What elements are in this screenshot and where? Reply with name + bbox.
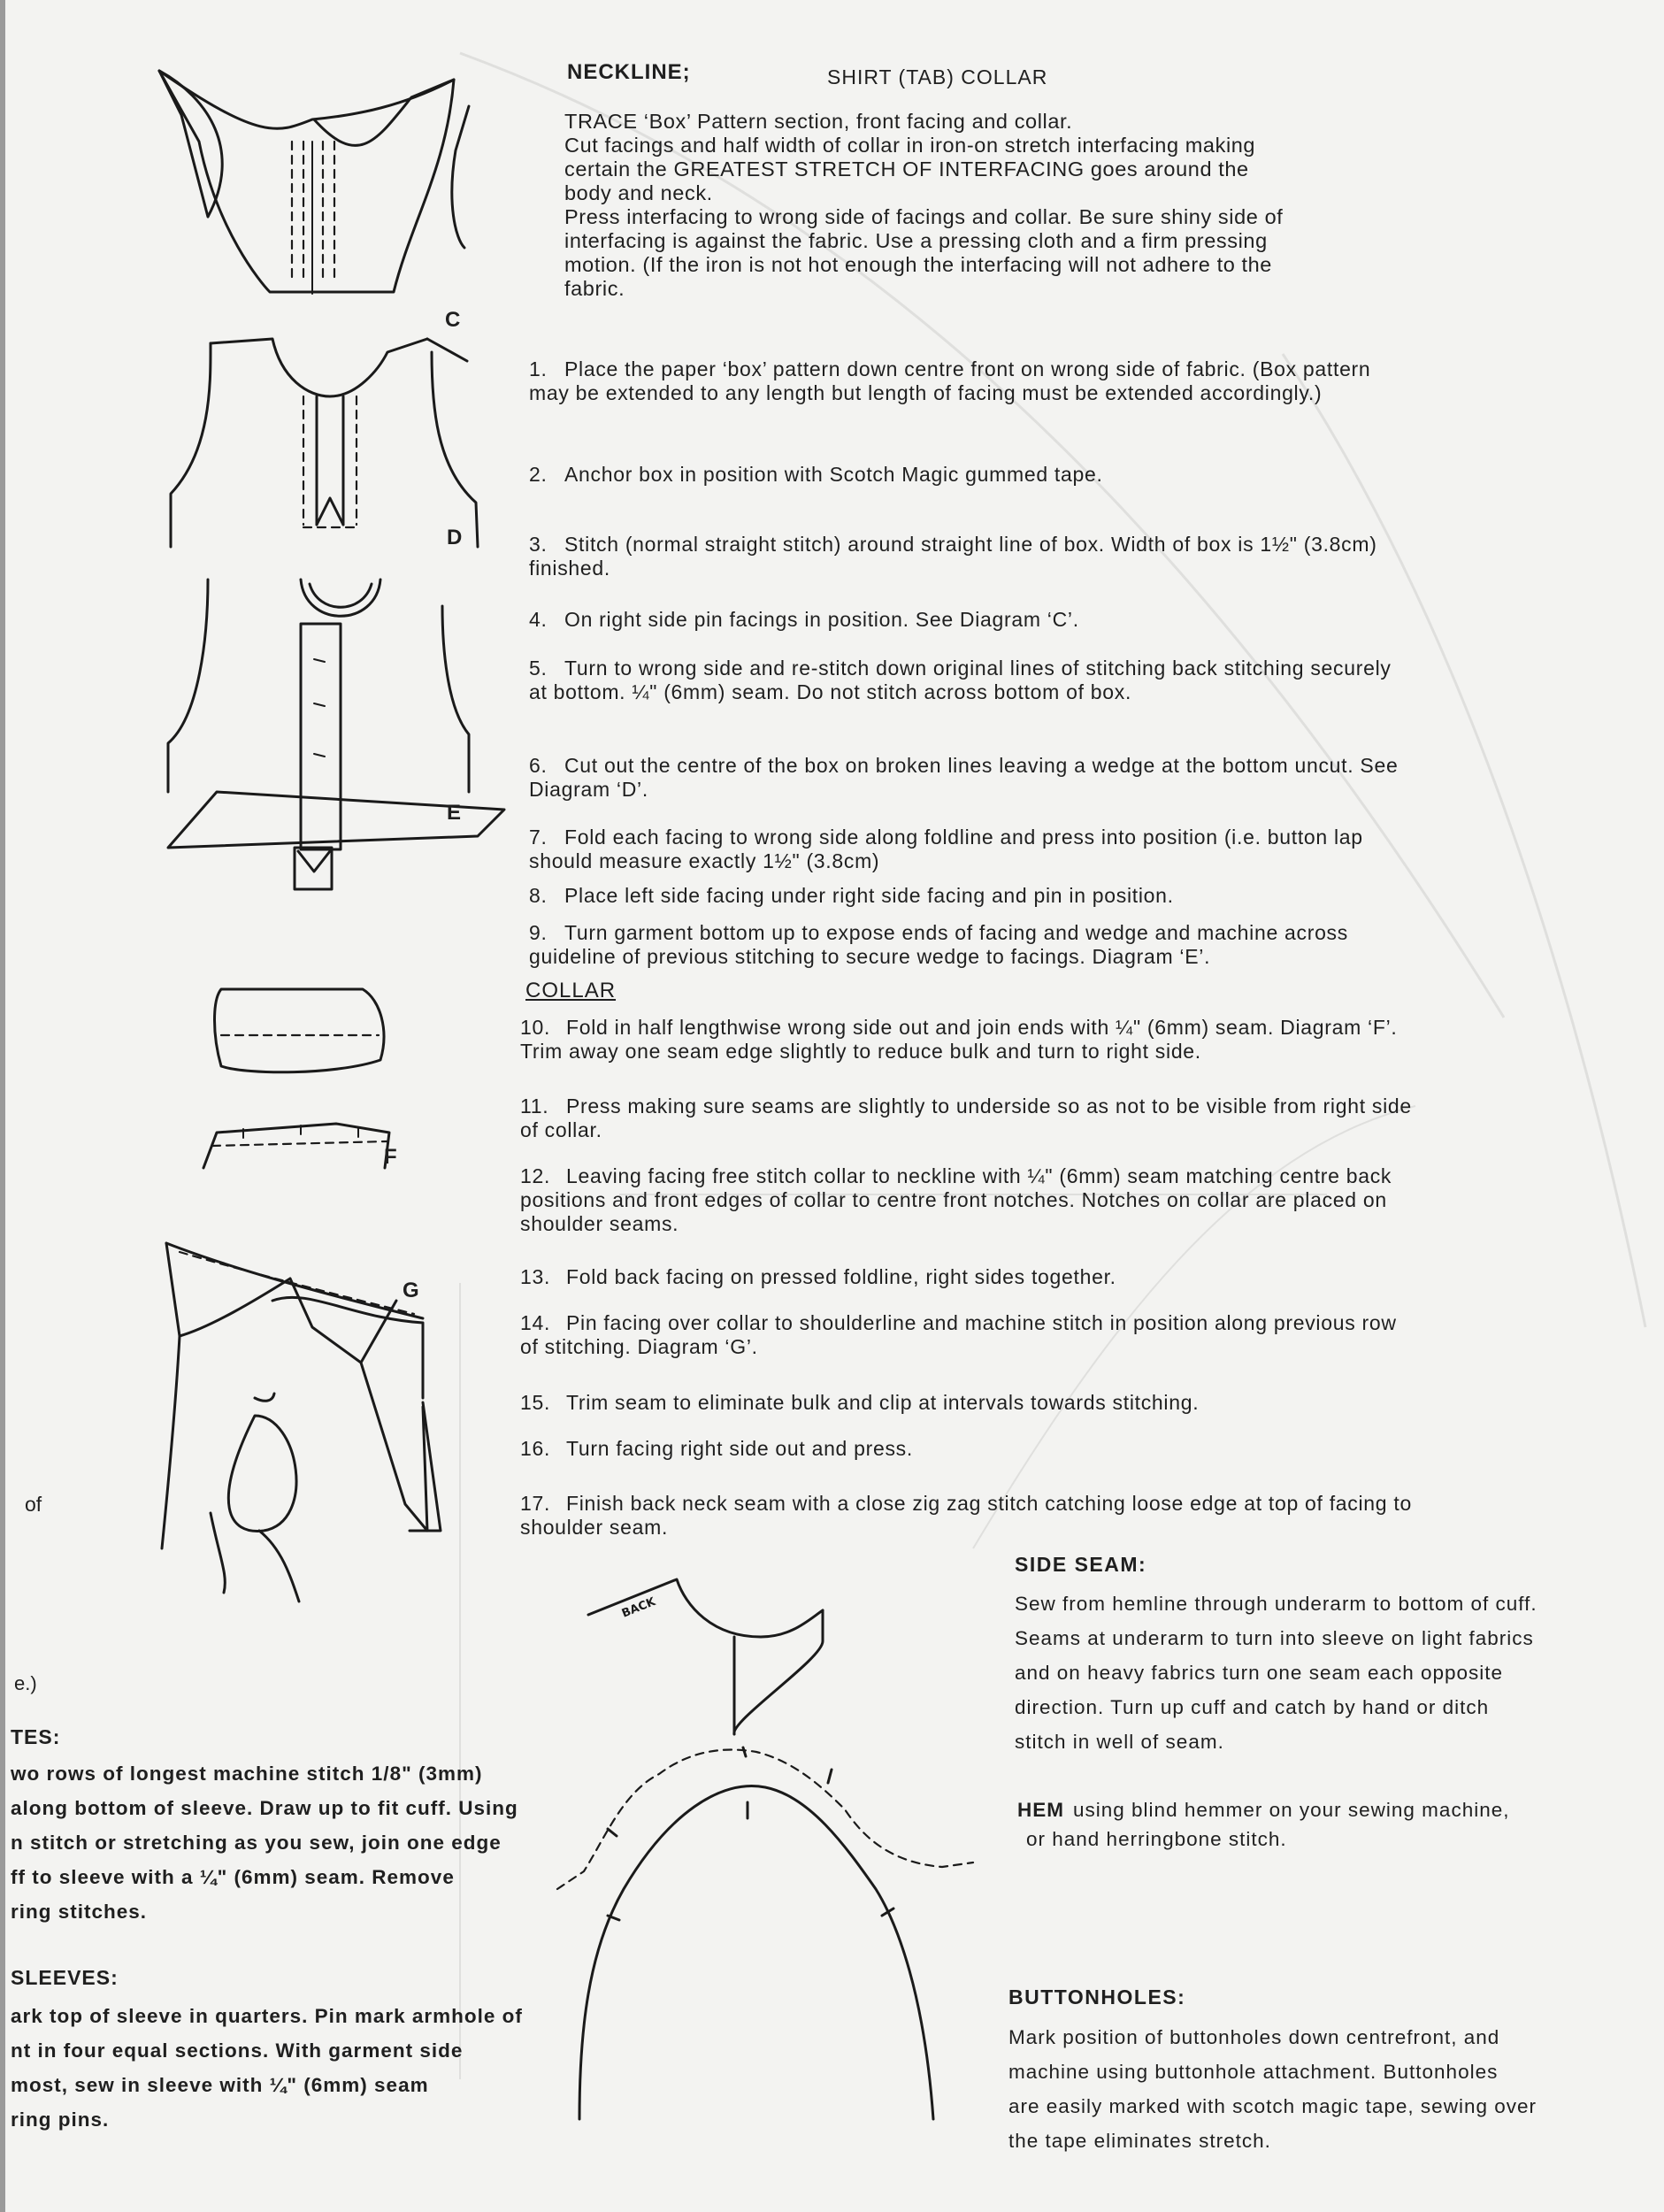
page-subtitle: SHIRT (TAB) COLLAR — [827, 65, 1048, 88]
step-number: 9. — [529, 921, 548, 944]
bodice-curve — [211, 1513, 225, 1593]
instruction-step — [520, 1164, 1414, 1236]
step-text: Place left side facing under right side facing and pin in position. — [564, 884, 1174, 907]
hem-heading: HEM — [1017, 1799, 1064, 1821]
buttonholes-line: the tape eliminates stretch. — [1008, 2130, 1271, 2152]
diagram-sleeve-armhole — [553, 1571, 991, 2124]
diagram-e-wedge — [164, 566, 522, 907]
back-note: BACK — [619, 1594, 658, 1621]
instruction-step — [529, 826, 1414, 873]
side-seam-line: stitch in well of seam. — [1015, 1731, 1224, 1753]
instruction-step — [520, 1094, 1414, 1142]
step-text: Cut out the centre of the box on broken lines leaving a wedge at the bottom uncut. See Diagram ‘D’. — [529, 754, 1399, 801]
left-fragment-line: ring pins. — [11, 2108, 110, 2131]
wedge — [317, 498, 343, 525]
step-text: Stitch (normal straight stitch) around straight line of box. Width of box is 1½" (3.8cm) finished. — [529, 533, 1377, 580]
step-text: Finish back neck seam with a close zig zag stitch catching loose edge at top of facing to shoulder seam. — [520, 1492, 1412, 1539]
left-fragment-text: of — [25, 1493, 42, 1516]
diagram-label-f: F — [384, 1145, 397, 1169]
instruction-step — [520, 1311, 1414, 1359]
intro-line: certain the GREATEST STRETCH OF INTERFACING goes around the — [564, 157, 1249, 180]
instruction-step — [520, 1492, 1414, 1540]
page-title: NECKLINE; — [567, 60, 691, 84]
shoulder-line — [427, 339, 467, 361]
instruction-step — [529, 884, 1414, 908]
quarter-mark — [608, 1829, 617, 1836]
neckline-curve — [211, 339, 427, 396]
intro-line: interfacing is against the fabric. Use a pressing cloth and a firm pressing — [564, 229, 1268, 252]
left-fragment-heading: TES: — [11, 1725, 61, 1748]
instruction-step — [529, 657, 1414, 704]
diagram-label-d: D — [447, 526, 463, 549]
step-number: 2. — [529, 463, 548, 486]
side-seam-curve — [259, 1531, 299, 1601]
instruction-step — [529, 463, 1414, 487]
intro-paragraph — [564, 110, 1449, 301]
side-seam-line: Seams at underarm to turn into sleeve on light fabrics — [1015, 1627, 1534, 1649]
armhole-dashed-curve — [557, 1750, 973, 1889]
side-seam-line: and on heavy fabrics turn one seam each opposite — [1015, 1662, 1504, 1684]
bodice-left-edge — [162, 1336, 180, 1548]
intro-line: motion. (If the iron is not hot enough the interfacing will not adhere to the — [564, 253, 1272, 276]
collar-folded — [215, 989, 384, 1072]
step-text: Fold each facing to wrong side along foldline and press into position (i.e. button lap should measure exactly 1½" (3.8cm) — [529, 826, 1363, 872]
step-number: 5. — [529, 657, 548, 680]
hem-section — [1017, 1793, 1637, 1856]
instruction-step — [529, 533, 1414, 580]
intro-line: Press interfacing to wrong side of facings and collar. Be sure shiny side of — [564, 205, 1284, 228]
step-number: 13. — [520, 1265, 551, 1288]
side-seam-text — [1015, 1586, 1634, 1759]
step-text: Anchor box in position with Scotch Magic gummed tape. — [564, 463, 1103, 486]
instruction-step — [520, 1265, 1414, 1289]
facing-right-outline — [314, 80, 454, 145]
diagram-c-facings — [155, 62, 473, 301]
hem-line: using blind hemmer on your sewing machine, — [1073, 1799, 1510, 1821]
step-number: 4. — [529, 608, 548, 631]
step-text: Press making sure seams are slightly to underside so as not to be visible from right side of collar. — [520, 1094, 1412, 1141]
instruction-step — [520, 1016, 1414, 1064]
step-text: Place the paper ‘box’ pattern down centre front on wrong side of fabric. (Box pattern may be extended to any length but length of facing must be extended accordingly.) — [529, 357, 1371, 404]
intro-line: TRACE ‘Box’ Pattern section, front facing and collar. — [564, 110, 1073, 133]
left-fragment-line: ring stitches. — [11, 1901, 148, 1923]
buttonholes-line: Mark position of buttonholes down centrefront, and — [1008, 2026, 1500, 2048]
diagram-label-c: C — [445, 308, 461, 332]
sleeve-cap — [579, 1786, 933, 2119]
instruction-step — [529, 608, 1414, 632]
step-number: 17. — [520, 1492, 551, 1515]
instruction-step — [520, 1391, 1414, 1415]
instruction-step — [529, 754, 1414, 802]
left-fragment-text: e.) — [14, 1672, 37, 1694]
facing-front-edge — [361, 1363, 427, 1531]
step-number: 16. — [520, 1437, 551, 1460]
intro-line: body and neck. — [564, 181, 713, 204]
neckline-curve — [301, 580, 380, 616]
bodice-left-edge — [171, 343, 211, 547]
left-fragment-line: nt in four equal sections. With garment side — [11, 2039, 464, 2062]
buttonholes-line: machine using buttonhole attachment. Buttonholes — [1008, 2061, 1499, 2083]
stitch-mark — [314, 754, 325, 757]
step-number: 14. — [520, 1311, 551, 1334]
instruction-step — [529, 357, 1414, 405]
bodice-right-edge — [432, 352, 478, 547]
step-number: 11. — [520, 1094, 549, 1118]
collar-stitch-line — [180, 1252, 414, 1314]
side-seam-heading: SIDE SEAM: — [1015, 1553, 1147, 1576]
left-fragment-paragraph — [11, 1756, 541, 1929]
step-text: Trim seam to eliminate bulk and clip at intervals towards stitching. — [566, 1391, 1200, 1414]
step-number: 1. — [529, 357, 548, 380]
step-text: Leaving facing free stitch collar to neckline with ¼" (6mm) seam matching centre back positions and front edges of collar to centre front notches. Notches on collar are placed on shoulder seams. — [520, 1164, 1392, 1235]
step-text: On right side pin facings in position. See Diagram ‘C’. — [564, 608, 1079, 631]
left-fragment-heading: SLEEVES: — [11, 1966, 119, 1989]
left-fragment-line: ark top of sleeve in quarters. Pin mark armhole of — [11, 2005, 523, 2027]
diagram-f-collar — [177, 982, 407, 1177]
step-number: 10. — [520, 1016, 551, 1039]
left-fragment-paragraph — [11, 1999, 541, 2137]
diagram-label-g: G — [403, 1279, 419, 1302]
step-number: 8. — [529, 884, 548, 907]
side-seam-line: Sew from hemline through underarm to bottom of cuff. — [1015, 1593, 1537, 1615]
buttonholes-heading: BUTTONHOLES: — [1008, 1985, 1186, 2008]
hem-line: or hand herringbone stitch. — [1026, 1828, 1287, 1850]
left-fragment-line: ff to sleeve with a ¼" (6mm) seam. Remove — [11, 1866, 455, 1888]
quarter-mark — [743, 1747, 746, 1756]
notch-curve — [255, 1394, 274, 1401]
collar-left-section — [166, 1243, 290, 1336]
quarter-mark — [828, 1770, 832, 1783]
step-number: 7. — [529, 826, 548, 849]
step-number: 3. — [529, 533, 548, 556]
stitch-mark — [314, 703, 325, 706]
bodice-right-edge — [442, 606, 469, 792]
stitch-mark — [314, 659, 325, 662]
left-fragment-line: most, sew in sleeve with ¼" (6mm) seam — [11, 2074, 429, 2096]
side-seam-line: direction. Turn up cuff and catch by hand or ditch — [1015, 1696, 1490, 1718]
diagram-d-box-cut — [166, 326, 485, 556]
step-text: Turn facing right side out and press. — [566, 1437, 913, 1460]
shoulder-seam — [734, 1610, 823, 1734]
step-text: Fold in half lengthwise wrong side out and join ends with ¼" (6mm) seam. Diagram ‘F’. Trim away one seam edge slightly to reduce bulk and turn to right side. — [520, 1016, 1398, 1063]
instruction-step — [520, 1437, 1414, 1461]
armhole-edge — [452, 106, 469, 248]
step-text: Turn garment bottom up to expose ends of facing and wedge and machine across guideline of previous stitching to secure wedge to facings. Diagram ‘E’. — [529, 921, 1348, 968]
collar-heading: COLLAR — [525, 979, 617, 1002]
step-number: 15. — [520, 1391, 551, 1414]
step-text: Pin facing over collar to shoulderline and machine stitch in position along previous row of stitching. Diagram ‘G’. — [520, 1311, 1397, 1358]
instruction-step — [529, 921, 1414, 969]
facing-fold — [290, 1279, 396, 1363]
left-fragment-line: n stitch or stretching as you sew, join one edge — [11, 1832, 502, 1854]
wedge — [298, 851, 330, 872]
bodice-left-edge — [168, 580, 208, 792]
bodice-outline — [159, 71, 454, 292]
step-number: 6. — [529, 754, 548, 777]
left-fragment-line: wo rows of longest machine stitch 1/8" (3mm) — [11, 1763, 483, 1785]
step-text: Fold back facing on pressed foldline, right sides together. — [566, 1265, 1116, 1288]
buttonholes-line: are easily marked with scotch magic tape, sewing over — [1008, 2095, 1537, 2117]
buttonholes-text — [1008, 2020, 1645, 2158]
intro-line: Cut facings and half width of collar in iron-on stretch interfacing making — [564, 134, 1256, 157]
diagram-label-e: E — [447, 801, 462, 825]
step-text: Turn to wrong side and re-stitch down original lines of stitching back stitching securely at bottom. ¼" (6mm) seam. Do not stitch across bottom of box. — [529, 657, 1392, 703]
step-number: 12. — [520, 1164, 551, 1187]
intro-line: fabric. — [564, 277, 625, 300]
button-lap — [301, 624, 341, 849]
left-fragment-line: along bottom of sleeve. Draw up to fit cuff. Using — [11, 1797, 518, 1819]
collar-seam-line — [212, 1141, 387, 1146]
armhole-facing — [228, 1416, 296, 1531]
neckline-facing-curve — [310, 584, 372, 607]
